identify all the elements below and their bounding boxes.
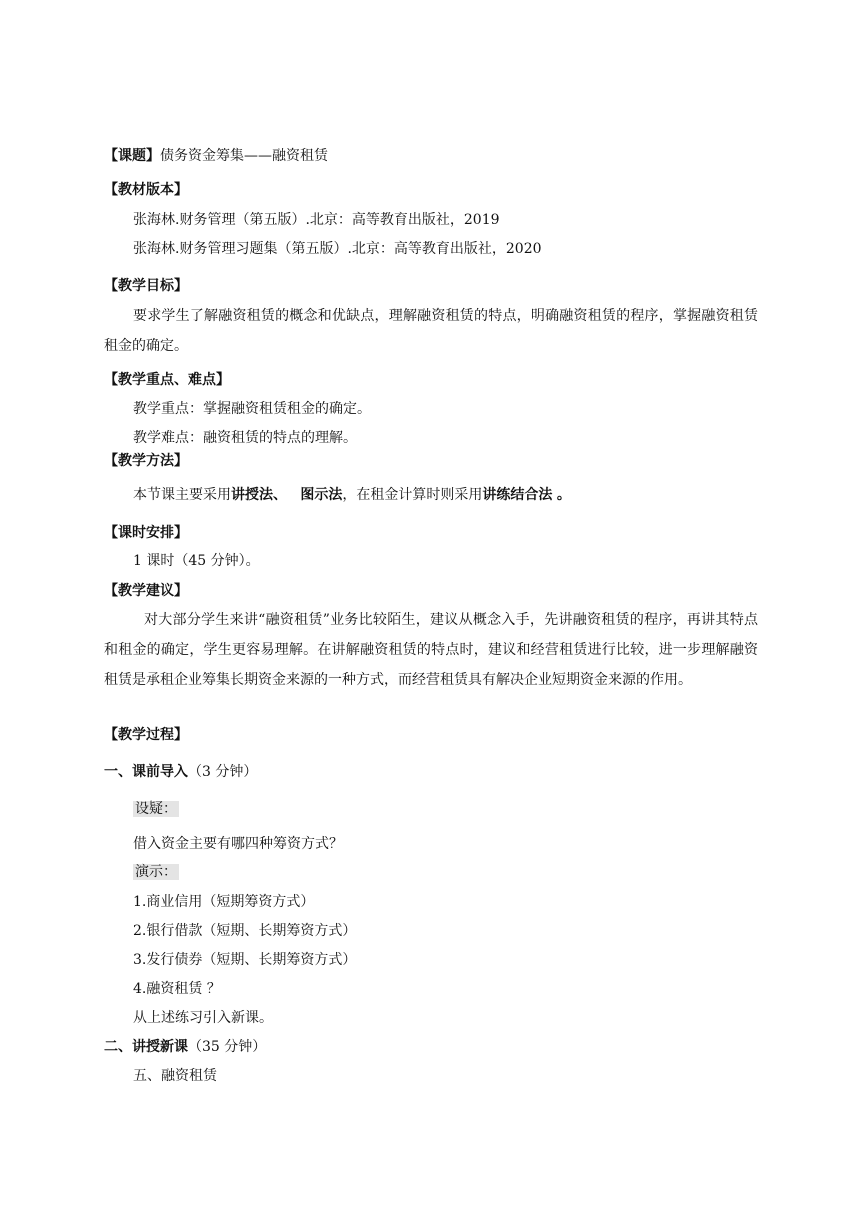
textbook-label: 【教材版本】 xyxy=(104,182,188,198)
textbook-item: 张海林.财务管理（第五版）.北京：高等教育出版社，2019 xyxy=(133,212,500,228)
method-practice: 讲练结合法 xyxy=(482,487,553,503)
part1-heading-line xyxy=(104,762,257,782)
objective-text: 要求学生了解融资租赁的概念和优缺点，理解融资租赁的特点，明确融资租赁的程序，掌握融资租赁租金的确定。 xyxy=(104,308,758,354)
demo-item: 4.融资租赁 ？ xyxy=(133,981,221,997)
suggestion-text: 对大部分学生来讲“融资租赁”业务比较陌生，建议从概念入手，先讲融资租赁的程序，再讲其特点和租金的确定，学生更容易理解。在讲解融资租赁的特点时，建议和经营租赁进行比较，进一步理解融资租赁是承租企业筹集长期资金来源的一种方式，而经营租赁具有解决企业短期资金来源的作用。 xyxy=(104,612,758,688)
objective-label: 【教学目标】 xyxy=(104,278,188,294)
demo-item: 1.商业信用（短期筹资方式） xyxy=(133,894,315,910)
question-tag-line xyxy=(133,799,179,819)
part2-subheading: 五、融资租赁 xyxy=(133,1068,217,1084)
suggestion-label: 【教学建议】 xyxy=(104,583,188,599)
method-line xyxy=(133,485,571,505)
objective-paragraph xyxy=(104,301,758,361)
conclusion-text: 从上述练习引入新课。 xyxy=(133,1010,273,1026)
demo-tag-line xyxy=(133,862,179,882)
part2-heading-line xyxy=(104,1037,266,1057)
method-suffix: 。 xyxy=(556,487,571,503)
method-diagram: 图示法 xyxy=(300,487,343,503)
part2-heading: 二、讲授新课 xyxy=(104,1039,188,1055)
method-label: 【教学方法】 xyxy=(104,453,188,469)
difficulty-text: 教学难点：融资租赁的特点的理解。 xyxy=(133,430,357,446)
method-prefix: 本节课主要采用 xyxy=(133,487,231,503)
course-title-text: 债务资金筹集——融资租赁 xyxy=(160,148,328,164)
textbook-item: 张海林.财务管理习题集（第五版）.北京：高等教育出版社，2020 xyxy=(133,241,542,257)
question-tag: 设疑： xyxy=(135,801,177,817)
part2-time: （35 分钟） xyxy=(188,1039,267,1055)
question-text: 借入资金主要有哪四种筹资方式？ xyxy=(133,836,343,852)
schedule-label: 【课时安排】 xyxy=(104,525,188,541)
key-point-text: 教学重点：掌握融资租赁租金的确定。 xyxy=(133,401,371,417)
demo-tag: 演示： xyxy=(135,864,177,880)
part1-heading: 一、课前导入 xyxy=(104,764,188,780)
demo-item: 2.银行借款（短期、长期筹资方式） xyxy=(133,923,357,939)
course-title-label: 【课题】 xyxy=(104,148,160,164)
method-lecture: 讲授法、 xyxy=(231,487,287,503)
key-points-label: 【教学重点、难点】 xyxy=(104,372,230,388)
demo-item: 3.发行债券（短期、长期筹资方式） xyxy=(133,952,357,968)
course-title-line xyxy=(104,146,328,166)
schedule-text: 1 课时（45 分钟）。 xyxy=(133,553,260,569)
part1-time: （3 分钟） xyxy=(188,764,258,780)
suggestion-paragraph xyxy=(104,605,758,695)
method-middle: ，在租金计算时则采用 xyxy=(342,487,483,503)
process-label: 【教学过程】 xyxy=(104,727,188,743)
